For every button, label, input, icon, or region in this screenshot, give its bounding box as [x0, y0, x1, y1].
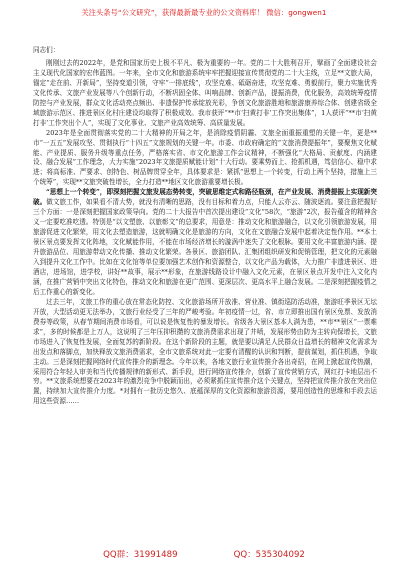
paragraph-mindset-shift	[33, 188, 377, 297]
paragraph-mindset-text: 做文旅工作，如果看不清大势，就没有清晰的思路，没有目标和着力点，只能人云亦云、随波逐流。要注意把握好三个方面：一是深刻把握国家政策导向。党的二十大报告中首次提出建设“文化”58次，“旅游”2次，报告蕴含的精神含义一定要吃准吃透。特别是“以文塑旅、以旅彰文”的总要求，用意是：推动文化和旅游融合，以文化引领旅游发展，用旅游促进文化繁荣，用文化去塑造旅游，这就明确文化是旅游的方向，文化在文旅融合发展中起着决定性作用。**本土景区景点要发挥文化阵地，文化赋能作用，不能在市场经济增长的漩涡中迷失了文化根脉。要用文化丰富旅游内涵、提升旅游品位、用旅游带动文化传播、推动文化繁荣。各景区、旅游团队、汇集团组织研发和促销管理，把文化的元素融入到提升文化工作中。比如在文化馆等单位要加强艺术创作和资源整合，以文化产品为载体，大力推广非遗进景区、进酒店，进场馆，进学校，讲好**故事，展示**形象，在旅游线路设计中融入文化元素，在景区景点开发中注入文化内涵，在推广营销中突出文化特色，推动文化和旅游在更广范围、更深层次、更高水平上融合发展。二是深刻把握疫情之后工作重心的新变化。	[33, 198, 377, 296]
greeting: 同志们：	[33, 46, 60, 54]
promo-banner-text: 关注头条号“公文研究”，获得最新最专业的公文资料库！ 微信：gongwen1	[81, 8, 327, 17]
paragraph-heading-bold: “思想上一个转变”，即深刻把握文旅发展态势转变，突破思维定式和路径瓶颈，在产业发展、消费提振上实现新突破。	[33, 188, 377, 207]
qq-contact-text: QQ：535304092	[233, 550, 305, 560]
paragraph-2023-goals: 2023年是全面贯彻落实党的二十大精神的开局之年，是消除疫情阴霾、文旅全面重振重塑的关键一年，更是**市“一五五”发展攻坚、贯彻执行“十四五”文旅规划的关键一年。市委、市政府确定的“文旅消费提振年”，要聚焦文化赋能、产业提质、服务升级等重点任务，严格落实省、市文化旅游工作会议精神，不断强化“大格局、贡献度、内涵建设、融合发展”工作理念，大力实施“2023年文旅提质赋能计划”十大行动。要乘势而上、抢抓机遇，笃信信心、稳中求进；将高标准、严要求、创特色、树品牌贯穿全年，具体要求是：紧抓“思想上一个转变，行动上两个坚持，措施上三个统筹”，实现**文旅突破性增长，全力打造**地区文化旅游重要增长极。	[33, 128, 377, 187]
contact-footer	[0, 546, 408, 562]
paragraph-post-pandemic: 过去三年，文旅工作的重心放在常态化防控、文化旅游场所开放准、营业准、镇街巡防活动准，旅游旺季景区无坛开放，大型活动更无法举办，文旅行业经受了三年的严峻考验。年初疫情一过，省、市立即推出国有景区免票、发放消费券等政策，从春节期间消费市场看，可以说是恢复性的暴发增长。省级各大景区基本人满为患，**市**景区“一票难求”，多的时候都是上万人，这说明了三年压抑积攒的文旅消费需求出现了井喷，发展形势由防为主转向保增长，文旅市场进入了恢复性发展，全面复苏的新阶段。在这个新阶段的主题，就是要以满足人民群众日益增长的精神文化需求为出发点和落脚点，加快释放文旅消费需求，全市文旅系统对此一定要有清醒的认识和判断，提前谋划，抓住机遇，争取主动。三是深刻把握网络时代宣传推介的新理念。今年以来，各地文旅行业宣传推介各出奇招，在网上掀起宣传热潮，采用符合年轻人审美和当代传播规律的新形式、新手段，进行网络宣传推介，创新了宣传营销方式，网红打卡地层出不穷。**文旅系统想要在2023年的激烈竞争中脱颖而出，必须紧抓住宣传推介这个关键点，坚持把宣传推介放在突出位置，持续加大宣传推介力度。*对拥有一批历史悠久、底蕴深厚的文化资源和旅游资源，要用创造性的思维和手段去运用这些资源……	[33, 297, 377, 406]
document-body	[33, 46, 377, 538]
qq-group-text: QQ群：31991489	[103, 550, 178, 560]
paragraph-review-2022: 刚刚过去的2022年，是党和国家历史上极不平凡、极为重要的一年。党的二十大胜利召开，擘画了全面建设社会主义现代化国家的宏伟蓝图。一年来，全市文化和旅游系统牢牢把握迎接宣传贯彻党的二十大主线，立足**文旅大局，锚定“走在前、开新局”，坚持变道引领，守牢“一排底线”，攻坚克难、砥砺奋进，攻坚克难、勇毅前行，聚力实施优秀文化传承、文旅产业发展等八个创新行动，不断巩固全体、叫响品牌、创新产品，提振消费，优化服务，高效统筹疫情防控与产业发展，群众文化活动亮点频出、非遗保护传承绽放光彩，争创文化旅游胜地和旅游康养综合体、创建省级全域旅游示范区、推进景区化村庄建设均取得了积极成效。我市获评“**市‘扫黄打非’工作突出集体”，1人获评“**市‘扫黄打非’工作突出个人”，实现了文化事业、文旅产业高效统筹、高质量发展。	[33, 58, 377, 127]
promo-banner	[0, 0, 408, 26]
